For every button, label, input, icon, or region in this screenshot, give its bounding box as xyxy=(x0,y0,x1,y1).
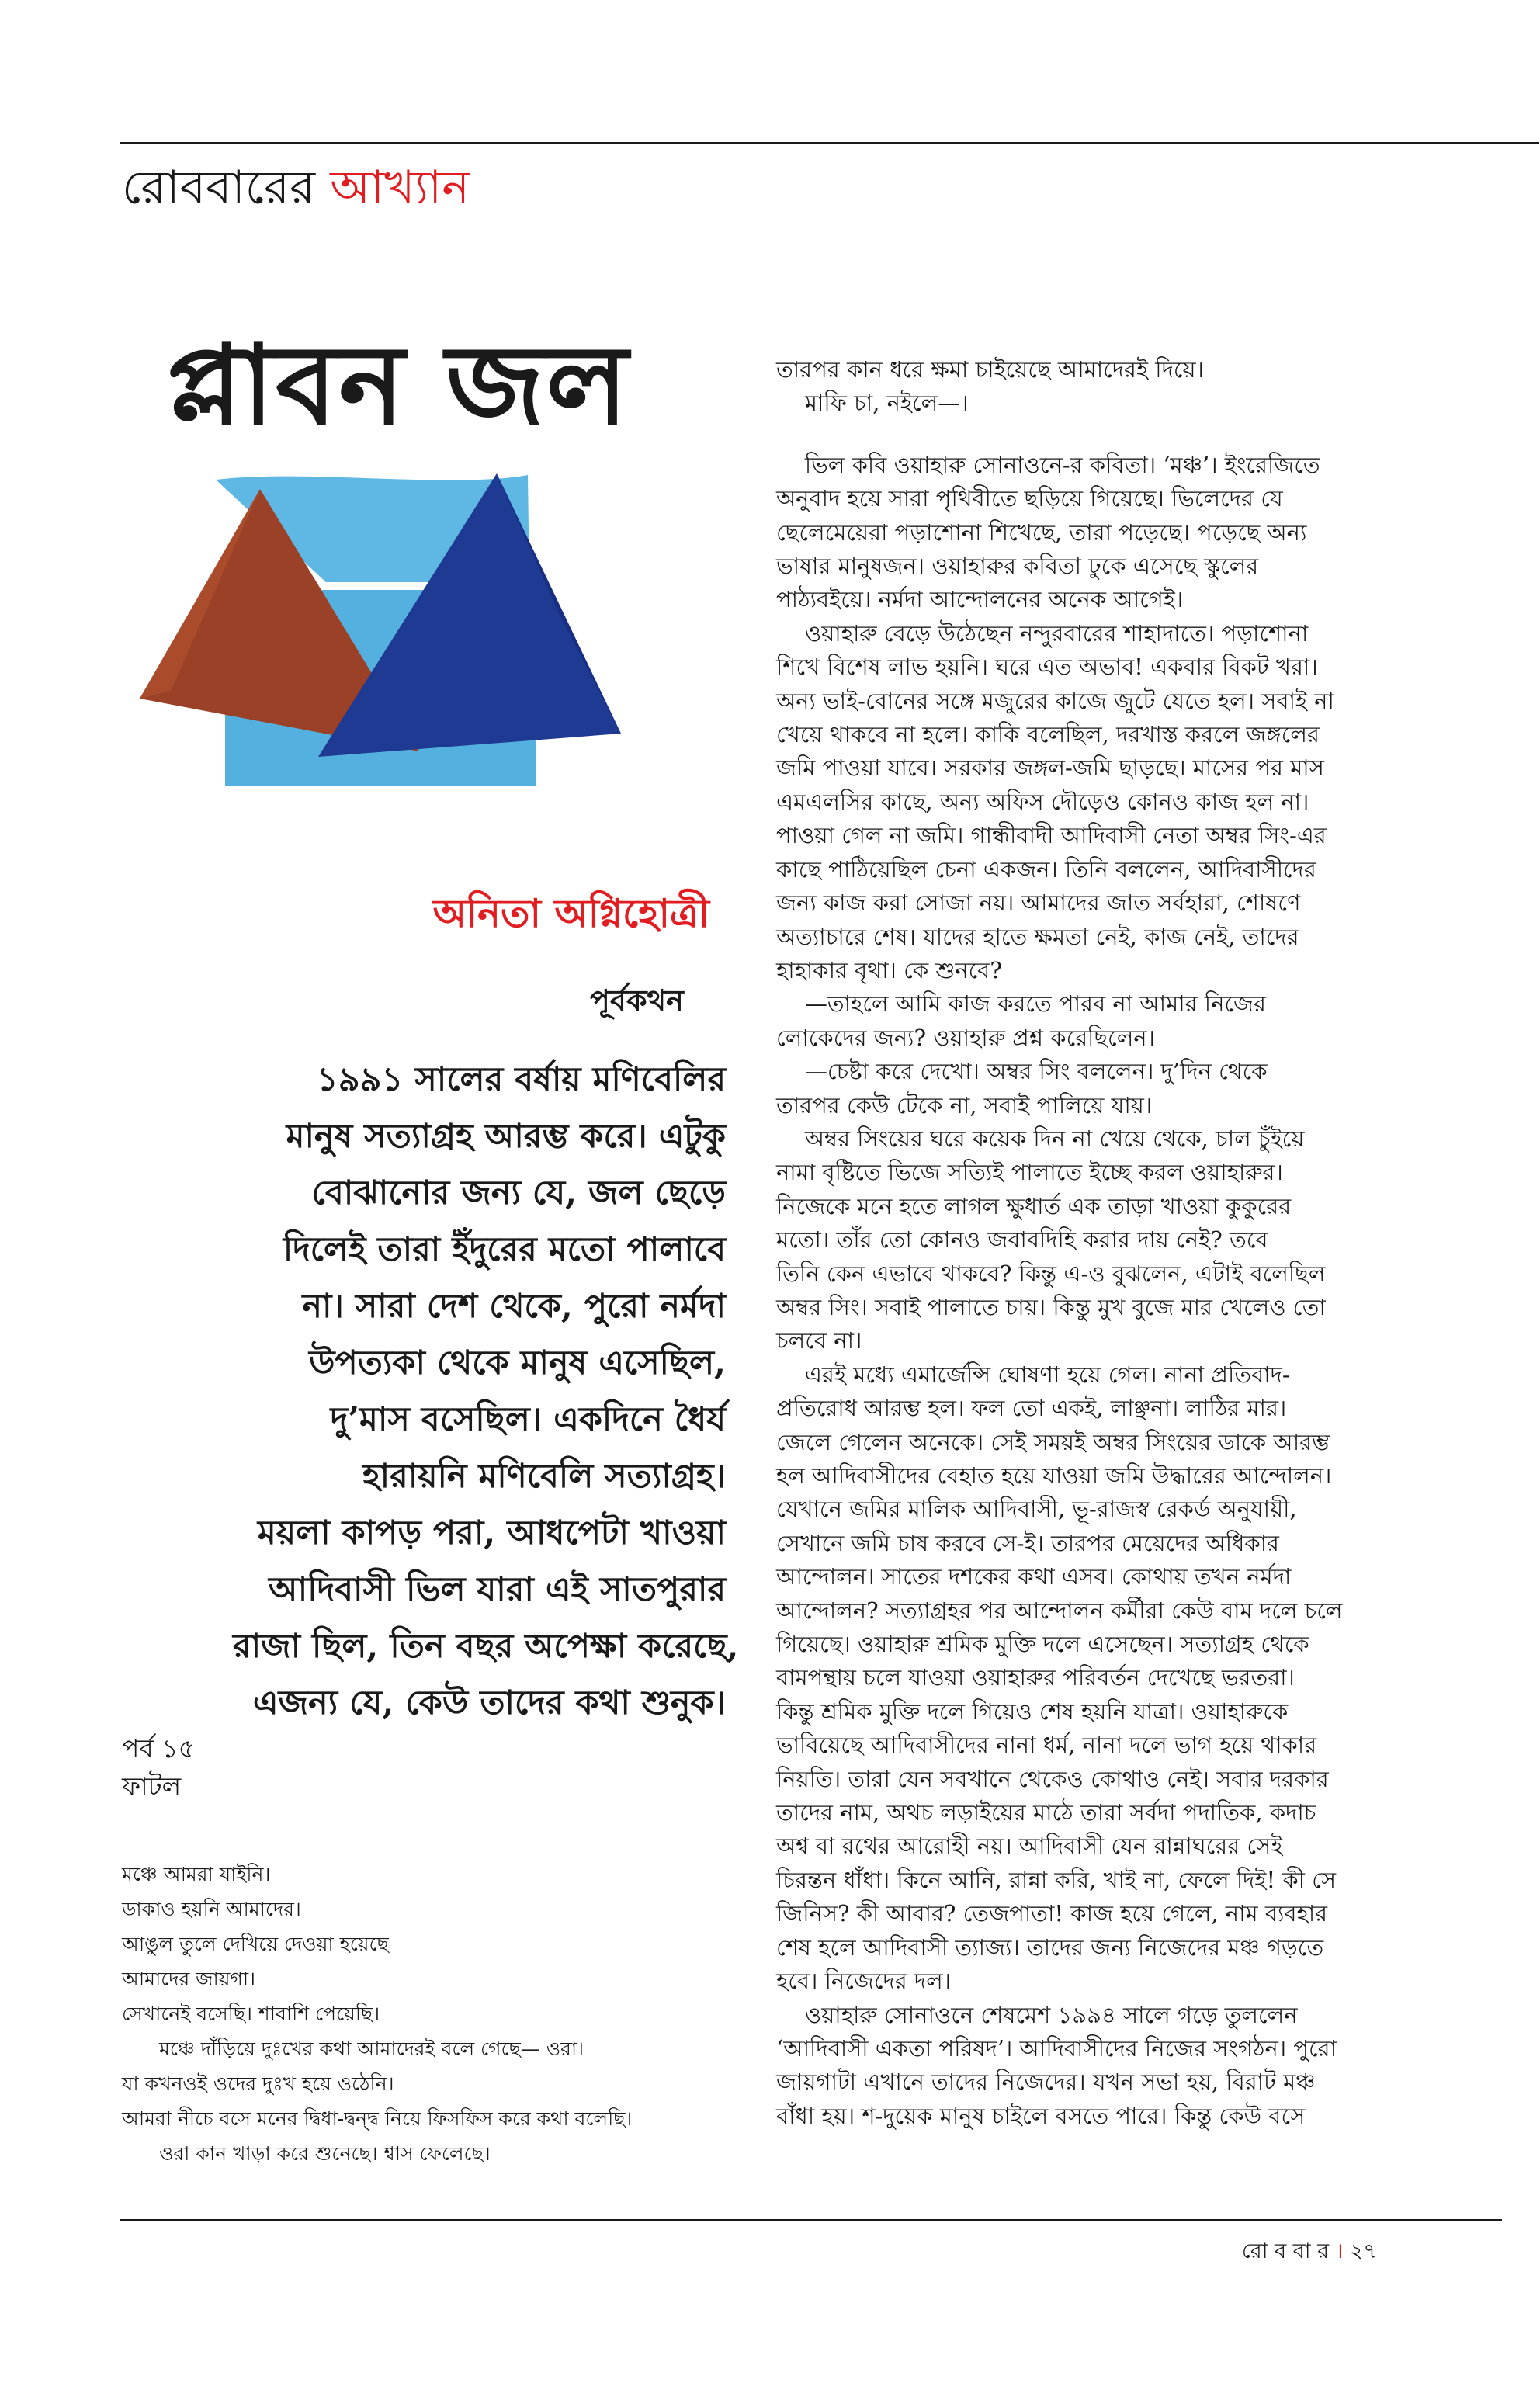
poem-line: সেখানেই বসেছি। শাবাশি পেয়েছি। xyxy=(122,2003,380,2025)
body-line: অনুবাদ হয়ে সারা পৃথিবীতে ছড়িয়ে গিয়েছে। ভিলেদের যে xyxy=(776,485,1283,512)
poem-line: মঞ্চে আমরা যাইনি। xyxy=(122,1863,271,1885)
lead-line: রাজা ছিল, তিন বছর অপেক্ষা করেছে, xyxy=(233,1627,739,1666)
body-line: নিজেকে মনে হতে লাগল ক্ষুধার্ত এক তাড়া খাওয়া কুকুরের xyxy=(776,1192,1292,1219)
body-line: ওয়াহারু সোনাওনে শেষমেশ ১৯৯৪ সালে গড়ে তুললেন xyxy=(776,2001,1298,2028)
body-line: পাওয়া গেল না জমি। গান্ধীবাদী আদিবাসী নেতা অম্বর সিং-এর xyxy=(776,822,1327,849)
top-rule xyxy=(120,142,1539,144)
body-line: লোকেদের জন্য? ওয়াহারু প্রশ্ন করেছিলেন। xyxy=(776,1024,1155,1051)
episode-block xyxy=(122,1729,195,1805)
poem xyxy=(122,1857,632,2171)
body-line: ভিল কবি ওয়াহারু সোনাওনে-র কবিতা। ‘মঞ্চ’। ইংরেজিতে xyxy=(776,451,1320,478)
poem-line: মঞ্চে দাঁড়িয়ে দুঃখের কথা আমাদেরই বলে গেছে— ওরা। xyxy=(159,2038,584,2060)
episode-number: পর্ব ১৫ xyxy=(122,1733,196,1764)
body-line: এরই মধ্যে এমার্জেন্সি ঘোষণা হয়ে গেল। নানা প্রতিবাদ- xyxy=(776,1361,1290,1388)
body-line: তারপর কান ধরে ক্ষমা চাইয়েছে আমাদেরই দিয়ে। xyxy=(776,356,1204,383)
lead-line: না। সারা দেশ থেকে, পুরো নর্মদা xyxy=(302,1287,726,1326)
body-line: তারপর কেউ টেকে না, সবাই পালিয়ে যায়। xyxy=(776,1091,1153,1118)
lead-line: হারায়নি মণিবেলি সত্যাগ্রহ। xyxy=(362,1457,726,1496)
footer-paper-name: রো ব বা র xyxy=(1241,2239,1330,2263)
body-line: গিয়েছে। ওয়াহারু শ্রমিক মুক্তি দলে এসেছেন। সত্যাগ্রহ থেকে xyxy=(776,1631,1309,1658)
body-line: নিয়তি। তারা যেন সবখানে থেকেও কোথাও নেই। সবার দরকার xyxy=(776,1765,1329,1792)
header-label-accent: আখ্যান xyxy=(330,161,470,215)
body-line: বামপন্থায় চলে যাওয়া ওয়াহারুর পরিবর্তন দেখেছে ভরতরা। xyxy=(776,1664,1295,1691)
body-line: পাঠ্যবইয়ে। নর্মদা আন্দোলনের অনেক আগেই। xyxy=(776,586,1184,613)
body-line: চিরন্তন ধাঁধা। কিনে আনি, রান্না করি, খাই না, ফেলে দিই! কী সে xyxy=(776,1866,1337,1893)
body-line: হাহাকার বৃথা। কে শুনবে? xyxy=(776,956,1002,983)
episode-name: ফাটল xyxy=(122,1771,182,1802)
poem-line: আমাদের জায়গা। xyxy=(122,1968,256,1990)
body-column xyxy=(776,353,1459,2133)
footer-separator: । xyxy=(1329,2239,1350,2263)
body-line: তাদের নাম, অথচ লড়াইয়ের মাঠে তারা সর্বদা পদাতিক, কদাচ xyxy=(776,1799,1316,1826)
poem-line: যা কখনওই ওদের দুঃখ হয়ে ওঠেনি। xyxy=(122,2072,394,2095)
body-line: যেখানে জমির মালিক আদিবাসী, ভূ-রাজস্ব রেকর্ড অনুযায়ী, xyxy=(776,1496,1297,1523)
body-line: —চেষ্টা করে দেখো। অম্বর সিং বললেন। দু’দিন থেকে xyxy=(776,1058,1268,1085)
body-line: প্রতিরোধ আরম্ভ হল। ফল তো একই, লাঞ্ছনা। লাঠির মার। xyxy=(776,1395,1287,1422)
poem-line: আঙুল তুলে দেখিয়ে দেওয়া হয়েছে xyxy=(122,1933,389,1955)
header-label: রোববারের xyxy=(122,161,331,215)
lead-line: বোঝানোর জন্য যে, জল ছেড়ে xyxy=(311,1174,726,1212)
body-line: কিন্তু শ্রমিক মুক্তি দলে গিয়েও শেষ হয়নি যাত্রা। ওয়াহারুকে xyxy=(776,1698,1289,1725)
lead-paragraph xyxy=(233,1052,739,1732)
body-line: আন্দোলন? সত্যাগ্রহর পর আন্দোলন কর্মীরা কেউ বাম দলে চলে xyxy=(776,1597,1343,1624)
body-line: সেখানে জমি চাষ করবে সে-ই। তারপর মেয়েদের অধিকার xyxy=(776,1529,1279,1556)
page-number: ২৭ xyxy=(1349,2239,1377,2263)
body-line: হবে। নিজেদের দল। xyxy=(776,1968,952,1995)
body-line: চলবে না। xyxy=(776,1327,862,1354)
body-line: জেলে গেলেন অনেকে। সেই সময়ই অম্বর সিংয়ের ডাকে আরম্ভ xyxy=(776,1428,1330,1455)
body-line: অত্যাচারে শেষ। যাদের হাতে ক্ষমতা নেই, কাজ নেই, তাদের xyxy=(776,923,1299,950)
body-line: ওয়াহারু বেড়ে উঠেছেন নন্দুরবারের শাহাদাতে। পড়াশোনা xyxy=(776,619,1309,647)
page-footer xyxy=(1242,2235,1377,2270)
lead-line: উপত্যকা থেকে মানুষ এসেছিল, xyxy=(308,1344,726,1382)
poem-line: ডাকাও হয়নি আমাদের। xyxy=(122,1898,301,1920)
body-line: ভাবিয়েছে আদিবাসীদের নানা ধর্ম, নানা দলে ভাগ হয়ে থাকার xyxy=(776,1732,1317,1759)
lead-line: ১৯৯১ সালের বর্ষায় মণিবেলির xyxy=(316,1060,726,1099)
body-line: শিখে বিশেষ লাভ হয়নি। ঘরে এত অভাব! একবার বিকট খরা। xyxy=(776,654,1318,681)
poem-line: ওরা কান খাড়া করে শুনেছে। শ্বাস ফেলেছে। xyxy=(159,2142,491,2165)
body-line: কাছে পাঠিয়েছিল চেনা একজন। তিনি বললেন, আদিবাসীদের xyxy=(776,855,1316,883)
lead-line: মানুষ সত্যাগ্রহ আরম্ভ করে। এটুকু xyxy=(286,1117,726,1156)
body-line: শেষ হলে আদিবাসী ত্যাজ্য। তাদের জন্য নিজেদের মঞ্চ গড়তে xyxy=(776,1933,1324,1961)
body-line: খেয়ে থাকবে না হলে। কাকি বলেছিল, দরখাস্ত করলে জঙ্গলের xyxy=(776,721,1320,748)
body-line: ভাষার মানুষজন। ওয়াহারুর কবিতা ঢুকে এসেছে স্কুলের xyxy=(776,553,1259,580)
body-line: অম্বর সিংয়ের ঘরে কয়েক দিন না খেয়ে থেকে, চাল চুঁইয়ে xyxy=(776,1125,1305,1152)
lead-line: ময়লা কাপড় পরা, আধপেটা খাওয়া xyxy=(257,1514,726,1552)
mountains-illustration xyxy=(124,466,621,799)
lead-line: দিলেই তারা ইঁদুরের মতো পালাবে xyxy=(283,1230,726,1269)
story-title: প্লাবন জল xyxy=(167,321,630,449)
section-title: পূর্বকথন xyxy=(590,983,684,1018)
body-line: —তাহলে আমি কাজ করতে পারব না আমার নিজের xyxy=(776,990,1266,1018)
paragraph-gap xyxy=(776,421,1459,449)
poem-line: আমরা নীচে বসে মনের দ্বিধা-দ্বন্দ্ব নিয়ে ফিসফিস করে কথা বলেছি। xyxy=(122,2107,633,2130)
lead-line: দু’মাস বসেছিল। একদিনে ধৈর্য xyxy=(330,1400,726,1439)
body-line: জন্য কাজ করা সোজা নয়। আমাদের জাত সর্বহারা, শোষণে xyxy=(776,890,1301,917)
lead-line: এজন্য যে, কেউ তাদের কথা শুনুক। xyxy=(252,1684,726,1722)
body-line: হল আদিবাসীদের বেহাত হয়ে যাওয়া জমি উদ্ধারের আন্দোলন। xyxy=(776,1462,1332,1489)
body-line: জিনিস? কী আবার? তেজপাতা! কাজ হয়ে গেলে, নাম ব্যবহার xyxy=(776,1900,1328,1927)
author-name: অনিতা অগ্নিহোত্রী xyxy=(432,890,709,936)
lead-line: আদিবাসী ভিল যারা এই সাতপুরার xyxy=(269,1570,726,1609)
body-line: জমি পাওয়া যাবে। সরকার জঙ্গল-জমি ছাড়ছে। মাসের পর মাস xyxy=(776,754,1324,782)
body-line: অশ্ব বা রথের আরোহী নয়। আদিবাসী যেন রান্নাঘরের সেই xyxy=(776,1833,1283,1860)
body-line: এমএলসির কাছে, অন্য অফিস দৌড়েও কোনও কাজ হল না। xyxy=(776,788,1309,815)
bottom-rule xyxy=(120,2219,1502,2221)
body-line: বাঁধা হয়। শ-দুয়েক মানুষ চাইলে বসতে পারে। কিন্তু কেউ বসে xyxy=(776,2102,1306,2129)
body-line: মতো। তাঁর তো কোনও জবাবদিহি করার দায় নেই? তবে xyxy=(776,1226,1268,1254)
body-line: অন্য ভাই-বোনের সঙ্গে মজুরের কাজে জুটে যেতে হল। সবাই না xyxy=(776,687,1334,714)
body-line: আন্দোলন। সাতের দশকের কথা এসব। কোথায় তখন নর্মদা xyxy=(776,1563,1292,1590)
body-line: নামা বৃষ্টিতে ভিজে সত্যিই পালাতে ইচ্ছে করল ওয়াহারুর। xyxy=(776,1159,1283,1186)
body-line: ‘আদিবাসী একতা পরিষদ’। আদিবাসীদের নিজের সংগঠন। পুরো xyxy=(776,2034,1337,2062)
body-line: তিনি কেন এভাবে থাকবে? কিন্তু এ-ও বুঝলেন, এটাই বলেছিল xyxy=(776,1260,1326,1287)
body-line: অম্বর সিং। সবাই পালাতে চায়। কিন্তু মুখ বুজে মার খেলেও তো xyxy=(776,1293,1326,1320)
section-header xyxy=(122,161,470,215)
body-line: মাফি চা, নইলে—। xyxy=(776,390,969,417)
body-line: ছেলেমেয়েরা পড়াশোনা শিখেছে, তারা পড়েছে। পড়েছে অন্য xyxy=(776,518,1307,546)
body-line: জায়গাটা এখানে তাদের নিজেদের। যখন সভা হয়, বিরাট মঞ্চ xyxy=(776,2069,1316,2096)
